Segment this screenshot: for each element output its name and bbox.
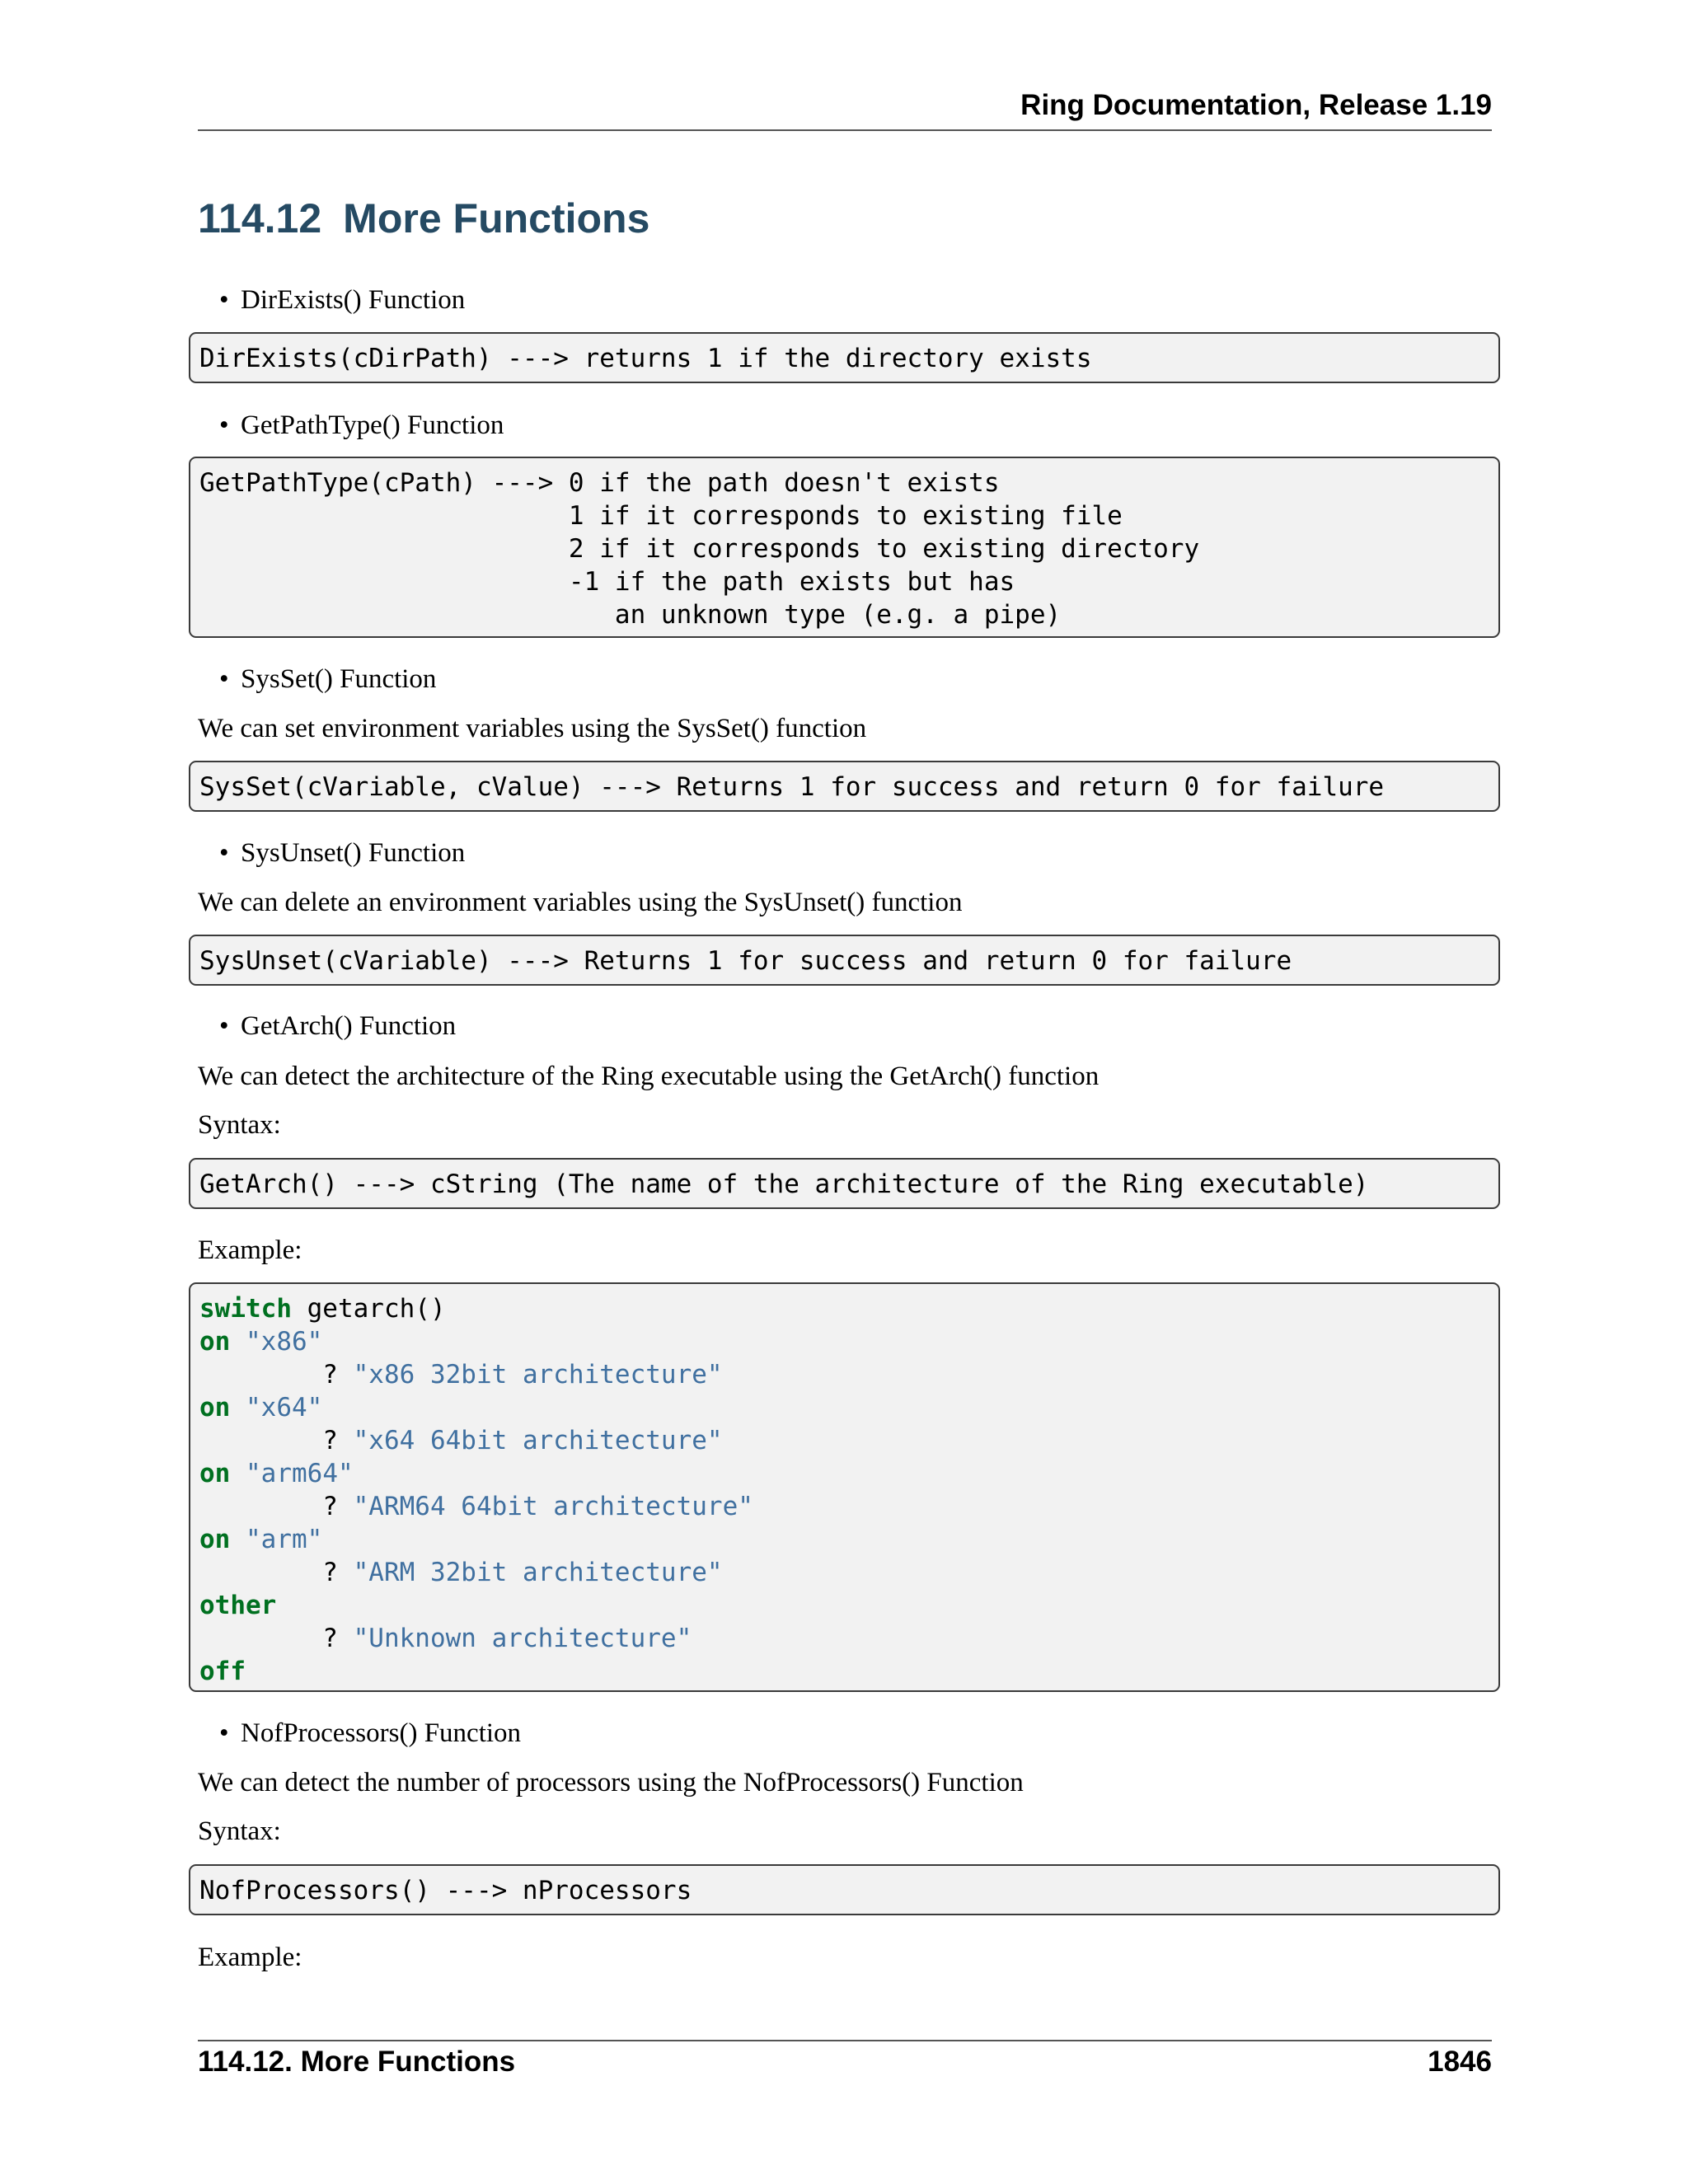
code-line [199,1523,1498,1556]
code-line: 2 if it corresponds to existing directory [199,534,1200,564]
code-line: an unknown type (e.g. a pipe) [199,600,1062,630]
bullet-getarch [219,1008,457,1044]
code-line [199,1556,1498,1589]
code-string: "x86 32bit architecture" [353,1360,723,1390]
code-getarch-example [189,1282,1500,1692]
code-line [199,1490,1498,1523]
code-keyword: on [199,1327,231,1357]
page-number: 1846 [1428,2046,1492,2078]
code-line: 1 if it corresponds to existing file [199,501,1123,531]
bullet-text: SysSet() Function [241,664,437,694]
code-text: ? [199,1492,354,1521]
code-string: "Unknown architecture" [353,1624,692,1653]
code-keyword: on [199,1393,231,1422]
getarch-example-label: Example: [198,1235,302,1265]
bullet-text: DirExists() Function [241,285,466,315]
bullet-icon: • [219,410,229,440]
code-line [199,1622,1498,1655]
code-line: SysSet(cVariable, cValue) ---> Returns 1 for success and return 0 for failure [199,772,1385,802]
code-text [230,1459,246,1488]
bullet-icon: • [219,1011,229,1041]
nofprocessors-example-label: Example: [198,1943,302,1972]
getarch-description: We can detect the architecture of the Ring executable using the GetArch() function [198,1062,1100,1091]
code-getarch-syntax [189,1158,1500,1209]
code-text: ? [199,1558,354,1587]
code-string: "x64 64bit architecture" [353,1426,723,1455]
footer-section: 114.12. More Functions [198,2046,516,2078]
code-text [230,1393,246,1422]
code-line [199,1424,1498,1457]
running-header: Ring Documentation, Release 1.19 [1020,89,1492,121]
code-sysset [189,761,1500,812]
code-sysunset [189,935,1500,986]
footer-rule [198,2040,1492,2041]
code-string: "arm64" [246,1459,354,1488]
section-heading: More Functions [343,195,650,241]
bullet-text: GetPathType() Function [241,410,504,440]
section-number: 114.12 [198,195,322,241]
sysunset-description: We can delete an environment variables using the SysUnset() function [198,888,963,917]
code-line: DirExists(cDirPath) ---> returns 1 if the directory exists [199,344,1092,373]
bullet-icon: • [219,1718,229,1748]
code-direxists [189,332,1500,383]
code-line: -1 if the path exists but has [199,567,1015,597]
code-keyword: off [199,1657,246,1686]
bullet-sysunset [219,835,466,871]
bullet-getpathtype [219,407,504,443]
bullet-direxists [219,282,466,318]
sysset-description: We can set environment variables using the SysSet() function [198,714,867,743]
getarch-syntax-label: Syntax: [198,1110,281,1140]
code-line [199,1292,1498,1325]
code-line: GetPathType(cPath) ---> 0 if the path doesn't exists [199,468,1000,498]
bullet-icon: • [219,285,229,315]
code-text: ? [199,1426,354,1455]
nofprocessors-syntax-label: Syntax: [198,1816,281,1846]
bullet-icon: • [219,664,229,694]
code-line [199,1391,1498,1424]
bullet-icon: • [219,838,229,868]
code-keyword: on [199,1459,231,1488]
code-string: "ARM 32bit architecture" [353,1558,723,1587]
code-line [199,1325,1498,1358]
bullet-nofprocessors [219,1715,522,1751]
code-string: "x64" [246,1393,323,1422]
code-text [230,1327,246,1357]
code-text: ? [199,1360,354,1390]
bullet-sysset [219,661,437,697]
code-text: getarch() [291,1294,446,1324]
code-nofprocessors-syntax [189,1864,1500,1915]
code-line [199,1589,1498,1622]
bullet-text: NofProcessors() Function [241,1718,522,1748]
code-keyword: other [199,1591,277,1620]
code-string: "x86" [246,1327,323,1357]
bullet-text: SysUnset() Function [241,838,466,868]
code-line: SysUnset(cVariable) ---> Returns 1 for success and return 0 for failure [199,946,1292,976]
code-line [199,1457,1498,1490]
code-line: NofProcessors() ---> nProcessors [199,1876,692,1905]
code-string: "arm" [246,1525,323,1554]
section-title [198,190,649,247]
code-getpathtype [189,457,1500,638]
bullet-text: GetArch() Function [241,1011,457,1041]
code-line [199,1655,1498,1688]
code-line [199,1358,1498,1391]
code-line: GetArch() ---> cString (The name of the architecture of the Ring executable) [199,1169,1369,1199]
nofprocessors-description: We can detect the number of processors using the NofProcessors() Function [198,1768,1024,1797]
code-text: ? [199,1624,354,1653]
code-keyword: switch [199,1294,292,1324]
code-keyword: on [199,1525,231,1554]
header-rule [198,129,1492,131]
code-string: "ARM64 64bit architecture" [353,1492,753,1521]
code-text [230,1525,246,1554]
